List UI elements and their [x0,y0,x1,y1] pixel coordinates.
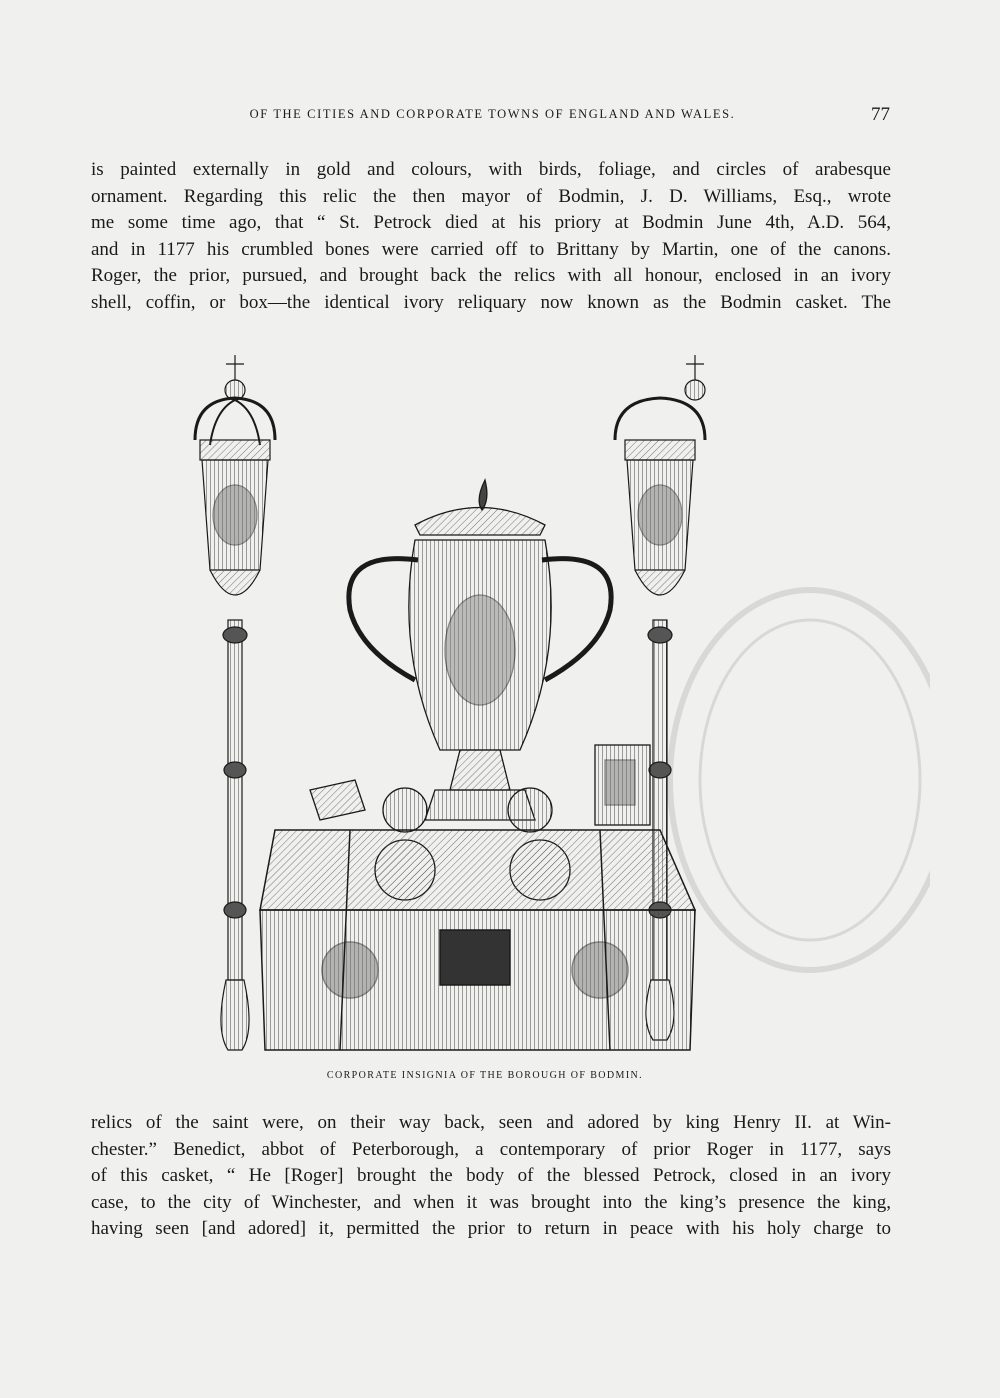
text-line: of this casket, “ He [Roger] brought the body of the blessed Petrock, closed in an ivory [91,1165,891,1186]
text-line: me some time ago, that “ St. Petrock died at his priory at Bodmin June 4th, A.D. 564, [91,212,891,233]
text-line: chester.” Benedict, abbot of Peterborough, a contemporary of prior Roger in 1177, says [91,1138,891,1160]
running-head: OF THE CITIES AND CORPORATE TOWNS OF ENGLAND AND WALES. [249,107,736,121]
text-line: Roger, the prior, pursued, and brought back the relics with all honour, enclosed in an ivory [91,265,891,286]
loving-cup [349,480,611,820]
corporate-insignia-engraving [190,350,710,1065]
paragraph-bottom [91,1110,891,1243]
text-line: shell, coffin, or box—the identical ivory reliquary now known as the Bodmin casket. The [91,291,891,313]
figure-caption: CORPORATE INSIGNIA OF THE BOROUGH OF BODMIN. [326,1070,644,1081]
small-casket [595,745,650,825]
text-line: case, to the city of Winchester, and when it was brought into the king’s presence the king, [91,1191,891,1213]
page-number: 77 [871,104,890,125]
paragraph-top [91,157,891,316]
text-line: ornament. Regarding this relic the then mayor of Bodmin, J. D. Williams, Esq., wrote [91,185,891,207]
iron-bound-chest [260,830,695,1050]
text-line: having seen [and adored] it, permitted the prior to return in peace with his holy charge to [91,1218,891,1239]
text-line: relics of the saint were, on their way back, seen and adored by king Henry II. at Win- [91,1112,891,1133]
text-line: and in 1177 his crumbled bones were carried off to Brittany by Martin, one of the canons. [91,238,891,260]
text-line: is painted externally in gold and colours, with birds, foliage, and circles of arabesque [91,159,891,180]
